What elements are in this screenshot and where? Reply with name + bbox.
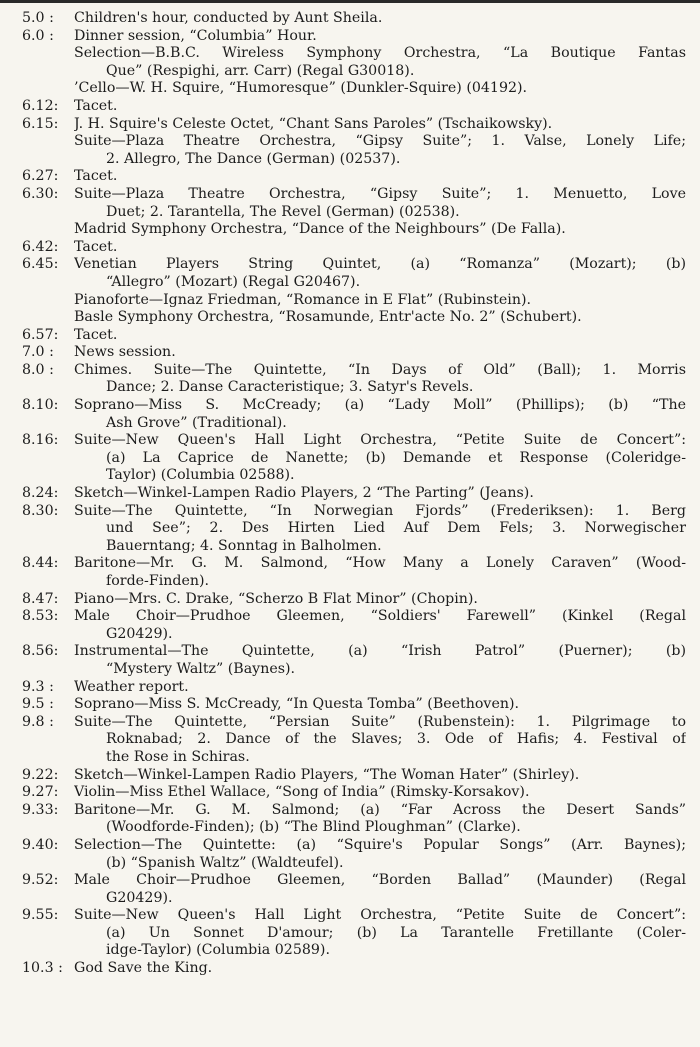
entry-text	[74, 485, 700, 503]
entry-text	[74, 98, 700, 116]
schedule-entry	[0, 960, 700, 978]
entry-text	[74, 397, 700, 432]
entry-time: 8.53:	[22, 608, 59, 625]
entry-line: Suite—Plaza Theatre Orchestra, “Gipsy Suite”; 1. Menuetto, Love	[74, 185, 686, 202]
entry-line: 2. Allegro, The Dance (German) (02537).	[106, 150, 401, 167]
schedule-entry	[0, 485, 700, 503]
entry-text	[74, 116, 700, 134]
entry-text	[74, 10, 700, 28]
entry-line: Roknabad; 2. Dance of the Slaves; 3. Ode of Hafis; 4. Festival of	[106, 731, 686, 748]
entry-line: Sketch—Winkel-Lampen Radio Players, “The Woman Hater” (Shirley).	[74, 766, 580, 783]
entry-text	[74, 344, 700, 362]
entry-text	[74, 503, 700, 556]
entry-line: Venetian Players String Quintet, (a) “Romanza” (Mozart); (b)	[74, 256, 686, 273]
entry-line: Baritone—Mr. G. M. Salmond; (a) “Far Across the Desert Sands”	[74, 801, 686, 818]
entry-time: 9.27:	[22, 784, 59, 801]
entry-line: G20429).	[106, 889, 173, 906]
schedule-entry	[0, 116, 700, 134]
entry-line: Que” (Respighi, arr. Carr) (Regal G30018).	[106, 62, 415, 79]
entry-time: 6.42:	[22, 238, 59, 255]
schedule-entry	[0, 643, 700, 678]
schedule-entry	[0, 802, 700, 837]
entry-line: Dinner session, “Columbia” Hour.	[74, 27, 317, 44]
entry-line: Bauerntang; 4. Sonntag in Balholmen.	[106, 537, 382, 554]
entry-time: 8.44:	[22, 555, 59, 572]
entry-line: Baritone—Mr. G. M. Salmond, “How Many a Lonely Caraven” (Wood-	[74, 555, 686, 572]
schedule-entry	[0, 907, 700, 960]
top-rule	[0, 0, 700, 3]
entry-line: Violin—Miss Ethel Wallace, “Song of India” (Rimsky-Korsakov).	[74, 784, 530, 801]
entry-text	[74, 837, 700, 872]
entry-line: idge-Taylor) (Columbia 02589).	[106, 942, 330, 959]
entry-line: God Save the King.	[74, 960, 213, 977]
entry-text	[74, 714, 700, 767]
entry-line: “Allegro” (Mozart) (Regal G20467).	[106, 273, 361, 290]
entry-time: 8.24:	[22, 485, 59, 502]
entry-line: ’Cello—W. H. Squire, “Humoresque” (Dunkler-Squire) (04192).	[74, 80, 528, 97]
entry-text	[74, 292, 700, 310]
schedule-entry	[0, 872, 700, 907]
entry-text	[74, 591, 700, 609]
entry-line: (a) Un Sonnet D'amour; (b) La Tarantelle Fretillante (Coler-	[106, 924, 686, 941]
entry-text	[74, 802, 700, 837]
entry-line: Ash Grove” (Traditional).	[106, 414, 287, 431]
entry-text	[74, 186, 700, 221]
entry-time: 7.0 :	[22, 344, 54, 361]
entry-time: 6.57:	[22, 326, 59, 343]
entry-line: Selection—B.B.C. Wireless Symphony Orchestra, “La Boutique Fantas	[74, 45, 686, 62]
entry-text	[74, 256, 700, 291]
entry-line: Piano—Mrs. C. Drake, “Scherzo B Flat Minor” (Chopin).	[74, 590, 478, 607]
entry-text	[74, 239, 700, 257]
entry-line: Sketch—Winkel-Lampen Radio Players, 2 “The Parting” (Jeans).	[74, 485, 534, 502]
entry-time: 8.30:	[22, 502, 59, 519]
entry-line: Suite—Plaza Theatre Orchestra, “Gipsy Suite”; 1. Valse, Lonely Life;	[74, 133, 686, 150]
program-schedule	[0, 10, 700, 978]
entry-line: Suite—The Quintette, “Persian Suite” (Rubenstein): 1. Pilgrimage to	[74, 713, 686, 730]
entry-line: Dance; 2. Danse Caracteristique; 3. Satyr's Revels.	[106, 379, 474, 396]
entry-time: 6.27:	[22, 168, 59, 185]
entry-line: Suite—New Queen's Hall Light Orchestra, “Petite Suite de Concert”:	[74, 432, 686, 449]
entry-line: Basle Symphony Orchestra, “Rosamunde, Entr'acte No. 2” (Schubert).	[74, 309, 582, 326]
schedule-entry	[0, 80, 700, 98]
entry-line: Pianoforte—Ignaz Friedman, “Romance in E Flat” (Rubinstein).	[74, 291, 531, 308]
schedule-entry	[0, 837, 700, 872]
entry-line: forde-Finden).	[106, 573, 210, 589]
entry-text	[74, 327, 700, 345]
entry-time: 8.16:	[22, 432, 59, 449]
schedule-entry	[0, 327, 700, 345]
schedule-entry	[0, 292, 700, 310]
entry-time: 9.8 :	[22, 713, 54, 730]
entry-line: Suite—New Queen's Hall Light Orchestra, “Petite Suite de Concert”:	[74, 907, 686, 924]
entry-line: Soprano—Miss S. McCready, “In Questa Tomba” (Beethoven).	[74, 696, 520, 713]
entry-time: 8.10:	[22, 397, 59, 414]
schedule-entry	[0, 679, 700, 697]
entry-line: (Woodforde-Finden); (b) “The Blind Ploughman” (Clarke).	[106, 819, 521, 836]
entry-text	[74, 643, 700, 678]
entry-text	[74, 907, 700, 960]
entry-text	[74, 309, 700, 327]
schedule-entry	[0, 555, 700, 590]
entry-line: (a) La Caprice de Nanette; (b) Demande et Response (Coleridge-	[106, 449, 686, 466]
entry-time: 6.45:	[22, 256, 59, 273]
schedule-entry	[0, 767, 700, 785]
entry-time: 6.0 :	[22, 27, 54, 44]
entry-time: 8.47:	[22, 590, 59, 607]
entry-time: 8.0 :	[22, 361, 54, 378]
entry-text	[74, 767, 700, 785]
entry-text	[74, 872, 700, 907]
schedule-entry	[0, 397, 700, 432]
schedule-entry	[0, 714, 700, 767]
schedule-entry	[0, 133, 700, 168]
entry-text	[74, 960, 700, 978]
entry-time: 9.3 :	[22, 678, 54, 695]
schedule-entry	[0, 10, 700, 28]
entry-line: Chimes. Suite—The Quintette, “In Days of Old” (Ball); 1. Morris	[74, 361, 686, 378]
entry-text	[74, 28, 700, 46]
entry-time: 9.5 :	[22, 696, 54, 713]
schedule-entry	[0, 784, 700, 802]
entry-line: Selection—The Quintette: (a) “Squire's Popular Songs” (Arr. Baynes);	[74, 836, 686, 853]
entry-line: J. H. Squire's Celeste Octet, “Chant Sans Paroles” (Tschaikowsky).	[74, 115, 553, 132]
entry-text	[74, 45, 700, 80]
entry-time: 9.33:	[22, 801, 59, 818]
entry-line: G20429).	[106, 625, 173, 642]
entry-line: Children's hour, conducted by Aunt Sheila.	[74, 10, 383, 26]
schedule-entry	[0, 168, 700, 186]
entry-time: 6.30:	[22, 185, 59, 202]
schedule-entry	[0, 98, 700, 116]
entry-time: 10.3 :	[22, 960, 63, 977]
entry-line: Instrumental—The Quintette, (a) “Irish Patrol” (Puerner); (b)	[74, 643, 686, 660]
entry-line: und See”; 2. Des Hirten Lied Auf Dem Fels; 3. Norwegischer	[106, 520, 686, 537]
entry-line: Tacet.	[74, 326, 118, 343]
entry-time: 9.52:	[22, 872, 59, 889]
entry-time: 6.15:	[22, 115, 59, 132]
entry-text	[74, 80, 700, 98]
schedule-entry	[0, 696, 700, 714]
entry-time: 9.22:	[22, 766, 59, 783]
schedule-entry	[0, 608, 700, 643]
entry-text	[74, 362, 700, 397]
entry-text	[74, 432, 700, 485]
entry-line: Duet; 2. Tarantella, The Revel (German) (02538).	[106, 203, 460, 220]
entry-line: Tacet.	[74, 168, 118, 185]
schedule-entry	[0, 45, 700, 80]
schedule-entry	[0, 362, 700, 397]
entry-time: 6.12:	[22, 97, 59, 114]
entry-line: Soprano—Miss S. McCready; (a) “Lady Moll” (Phillips); (b) “The	[74, 397, 686, 414]
entry-text	[74, 696, 700, 714]
entry-line: Male Choir—Prudhoe Gleemen, “Soldiers' Farewell” (Kinkel (Regal	[74, 608, 686, 625]
entry-line: News session.	[74, 344, 176, 361]
entry-line: Male Choir—Prudhoe Gleemen, “Borden Ballad” (Maunder) (Regal	[74, 872, 686, 889]
entry-line: (b) “Spanish Waltz” (Waldteufel).	[106, 854, 344, 871]
entry-line: Suite—The Quintette, “In Norwegian Fjords” (Frederiksen): 1. Berg	[74, 502, 686, 519]
entry-line: Weather report.	[74, 678, 189, 695]
schedule-entry	[0, 28, 700, 46]
entry-text	[74, 221, 700, 239]
entry-text	[74, 133, 700, 168]
entry-line: the Rose in Schiras.	[106, 748, 250, 765]
entry-line: Taylor) (Columbia 02588).	[106, 467, 295, 484]
schedule-entry	[0, 221, 700, 239]
schedule-entry	[0, 503, 700, 556]
schedule-entry	[0, 239, 700, 257]
entry-line: Tacet.	[74, 97, 118, 114]
schedule-entry	[0, 256, 700, 291]
entry-text	[74, 784, 700, 802]
schedule-entry	[0, 309, 700, 327]
entry-line: Tacet.	[74, 238, 118, 255]
entry-text	[74, 679, 700, 697]
entry-time: 5.0 :	[22, 10, 54, 26]
entry-line: Madrid Symphony Orchestra, “Dance of the Neighbours” (De Falla).	[74, 221, 566, 238]
entry-time: 9.40:	[22, 836, 59, 853]
entry-text	[74, 168, 700, 186]
entry-line: “Mystery Waltz” (Baynes).	[106, 660, 296, 677]
schedule-entry	[0, 591, 700, 609]
schedule-entry	[0, 432, 700, 485]
entry-text	[74, 555, 700, 590]
entry-text	[74, 608, 700, 643]
entry-time: 9.55:	[22, 907, 59, 924]
schedule-entry	[0, 344, 700, 362]
entry-time: 8.56:	[22, 643, 59, 660]
schedule-entry	[0, 186, 700, 221]
